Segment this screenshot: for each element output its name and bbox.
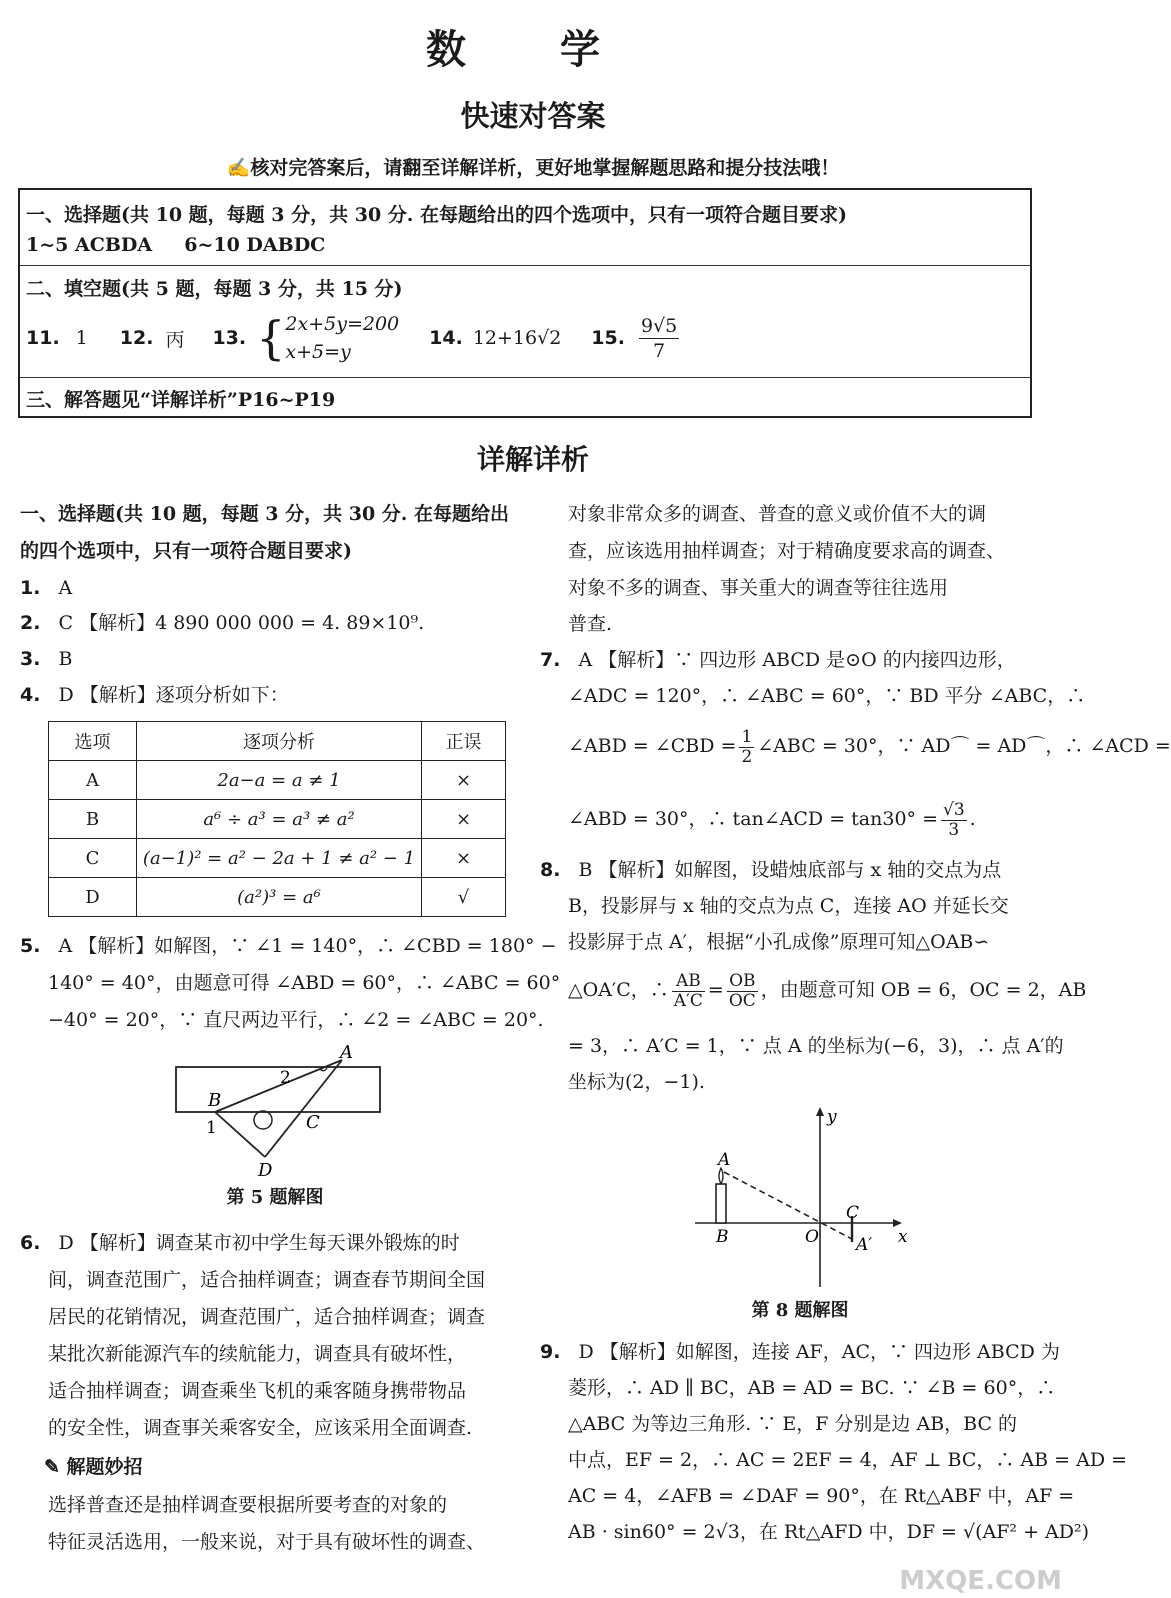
table-row [49, 800, 506, 839]
q7-line4: ∠ABD = 30°，∴ tan∠ACD = tan30° = $\frac{√3}{3}$ . [568, 799, 976, 840]
q8-line3: 投影屏于点 A′，根据“小孔成像”原理可知△OAB∽ [568, 931, 990, 953]
tip-line1: 选择普查还是抽样调查要根据所要考查的对象的 [48, 1494, 448, 1516]
candle-flame [719, 1168, 723, 1184]
table-header: 逐项分析 [137, 722, 422, 761]
segment-da [265, 1060, 342, 1157]
q9-line5: AC = 4，∠AFB = ∠DAF = 90°，在 Rt△ABF 中，AF = [568, 1485, 1075, 1507]
label-a-prime: A′ [856, 1235, 873, 1255]
quick-sec3-title: 三、解答题见“详解详析”P16~P19 [26, 389, 336, 411]
hint-note: ✍核对完答案后，请翻至详解详析，更好地掌握解题思路和提分技法哦！ [226, 157, 840, 179]
light-ray [724, 1172, 852, 1239]
q6-line4: 某批次新能源汽车的续航能力，调查具有破坏性， [48, 1343, 467, 1365]
fraction-ab-over-apc: $\frac{AB}{A'C}$ [673, 970, 703, 1011]
table-row [49, 878, 506, 917]
quick-sec2 [20, 266, 1030, 378]
q2: 2. C 【解析】4 890 000 000 = 4. 89×10⁹. [20, 612, 425, 634]
q6-line6: 的安全性，调查事关乘客安全，应该采用全面调查. [48, 1417, 473, 1439]
fraction-root3-over-3: $\frac{√3}{3}$ [943, 799, 965, 840]
q6-line3: 居民的花销情况，调查范围广，适合抽样调查；调查 [48, 1306, 486, 1328]
q9-line4: 中点，EF = 2，∴ AC = 2EF = 4，AF ⊥ BC，∴ AB = AD = [568, 1449, 1128, 1471]
label-b: B [208, 1090, 222, 1111]
q5-line2: 140° = 40°，由题意可得 ∠ABD = 60°，∴ ∠ABC = 60° [48, 972, 561, 994]
tip-cont-line3: 对象不多的调查、事关重大的调查等往往选用 [568, 577, 949, 599]
tip-heading: ✎ 解题妙招 [44, 1456, 143, 1478]
candle [716, 1184, 726, 1223]
table-header: 正误 [422, 722, 506, 761]
label-x: x [898, 1227, 908, 1247]
fraction-ob-over-oc: $\frac{OB}{OC}$ [728, 970, 756, 1011]
q9-line2: 菱形，∴ AD ∥ BC，AB = AD = BC. ∵ ∠B = 60°，∴ [568, 1377, 1056, 1399]
table-cell: D [49, 878, 137, 917]
q5-line3: −40° = 20°，∵ 直尺两边平行，∴ ∠2 = ∠ABC = 20°. [48, 1009, 544, 1031]
table-cell: (a−1)² = a² − 2a + 1 ≠ a² − 1 [137, 839, 422, 878]
quick-sec1-title: 一、选择题(共 10 题，每题 3 分，共 30 分. 在每题给出的四个选项中，只有一项符合题目要求) [26, 204, 848, 226]
fraction-half: $\frac{1}{2}$ [741, 726, 753, 767]
q7: 7. A 【解析】∵ 四边形 ABCD 是⊙O 的内接四边形， [540, 649, 1016, 671]
q8-line6: 坐标为(2，−1). [568, 1071, 705, 1093]
table-cell: × [422, 839, 506, 878]
q8-line2: B，投影屏与 x 轴的交点为点 C，连接 AO 并延长交 [568, 895, 1009, 917]
tip-cont-line2: 查，应该选用抽样调查；对于精确度要求高的调查、 [568, 540, 1006, 562]
q4: 4. D 【解析】逐项分析如下： [20, 684, 289, 706]
quick-sec2-answers: 11. 1 12. 丙 13. { 2x+5y=200 x+5=y 14. 12+16√2 15. $\frac{9√5}{7}$ [26, 311, 678, 365]
ruler [176, 1067, 380, 1112]
label-d: D [258, 1160, 273, 1181]
figure-8 [690, 1102, 910, 1292]
quick-sec3 [20, 378, 1030, 416]
quick-answer-box [18, 188, 1032, 418]
q8-line5: = 3，∴ A′C = 1，∵ 点 A 的坐标为(−6，3)，∴ 点 A′的 [568, 1035, 1064, 1057]
table-row [49, 839, 506, 878]
q9-line3: △ABC 为等边三角形. ∵ E，F 分别是边 AB，BC 的 [568, 1413, 1018, 1435]
q1: 1. A [20, 577, 73, 599]
label-y: y [827, 1107, 837, 1127]
quick-sec1-answers: 1~5 ACBDA 6~10 DABDC [26, 234, 326, 256]
detail-sec1-line1: 一、选择题(共 10 题，每题 3 分，共 30 分. 在每题给出 [20, 503, 510, 525]
right-angle-circle [254, 1111, 272, 1129]
quick-answer-title: 快速对答案 [460, 99, 606, 133]
table-header: 选项 [49, 722, 137, 761]
q6: 6. D 【解析】调查某市初中学生每天课外锻炼的时 [20, 1232, 460, 1254]
table-cell: √ [422, 878, 506, 917]
table-header-row [49, 722, 506, 761]
page-title: 数 学 [426, 26, 640, 73]
table-cell: C [49, 839, 137, 878]
detail-sec1-line2: 的四个选项中，只有一项符合题目要求) [20, 540, 352, 562]
q7-line3: ∠ABD = ∠CBD = $\frac{1}{2}$ ∠ABC = 30°，∵ AD⌒ = AD⌒，∴ ∠ACD = [568, 726, 1171, 767]
tip-cont-line4: 普查. [568, 613, 613, 635]
detail-heading: 详解详析 [476, 443, 589, 476]
q5: 5. A 【解析】如解图，∵ ∠1 = 140°，∴ ∠CBD = 180° − [20, 935, 557, 957]
label-c: C [846, 1203, 860, 1223]
label-1: 1 [206, 1118, 217, 1138]
q8-line4: △OA′C，∴ $\frac{AB}{A'C}$ = $\frac{OB}{OC}$ ，由题意可知 OB = 6，OC = 2，AB [568, 970, 1087, 1011]
table-cell: (a²)³ = a⁶ [137, 878, 422, 917]
table-cell: A [49, 761, 137, 800]
system-brace: { [256, 311, 286, 365]
watermark-logo: MXQE.COM [899, 1566, 1062, 1596]
segment-bd [215, 1112, 265, 1157]
label-2: 2 [280, 1068, 291, 1088]
tip-line2: 特征灵活选用，一般来说，对于具有破坏性的调查、 [48, 1531, 486, 1553]
label-a: A [340, 1042, 353, 1063]
q15-fraction: $\frac{9√5}{7}$ [640, 314, 678, 362]
label-c: C [306, 1112, 320, 1133]
table-cell: × [422, 800, 506, 839]
label-b: B [716, 1227, 729, 1247]
y-axis-arrow [816, 1107, 824, 1116]
table-cell: × [422, 761, 506, 800]
q6-line2: 间，调查范围广，适合抽样调查；调查春节期间全国 [48, 1269, 486, 1291]
figure-8-caption: 第 8 题解图 [751, 1300, 849, 1321]
quick-sec1 [20, 190, 1030, 266]
q9-line6: AB · sin60° = 2√3，在 Rt△AFD 中，DF = √(AF² + AD²) [568, 1521, 1090, 1543]
quick-sec2-title: 二、填空题(共 5 题，每题 3 分，共 15 分) [26, 278, 403, 300]
equation-system: 2x+5y=200 x+5=y [285, 313, 400, 363]
tip-cont-line1: 对象非常众多的调查、普查的意义或价值不大的调 [568, 503, 987, 525]
table-cell: 2a−a = a ≠ 1 [137, 761, 422, 800]
figure-5-caption: 第 5 题解图 [226, 1187, 324, 1208]
label-o: O [805, 1227, 819, 1247]
figure-5 [160, 1042, 390, 1180]
q7-line2: ∠ADC = 120°，∴ ∠ABC = 60°，∵ BD 平分 ∠ABC，∴ [568, 685, 1086, 707]
q6-line5: 适合抽样调查；调查乘坐飞机的乘客随身携带物品 [48, 1380, 467, 1402]
pencil-icon: ✎ [44, 1456, 60, 1478]
table-row [49, 761, 506, 800]
table-cell: a⁶ ÷ a³ = a³ ≠ a² [137, 800, 422, 839]
q9: 9. D 【解析】如解图，连接 AF，AC，∵ 四边形 ABCD 为 [540, 1341, 1060, 1363]
q3: 3. B [20, 648, 73, 670]
x-axis-arrow [893, 1219, 902, 1227]
table-cell: B [49, 800, 137, 839]
analysis-table [48, 721, 506, 917]
q8: 8. B 【解析】如解图，设蜡烛底部与 x 轴的交点为点 [540, 859, 1002, 881]
label-a: A [718, 1150, 731, 1170]
